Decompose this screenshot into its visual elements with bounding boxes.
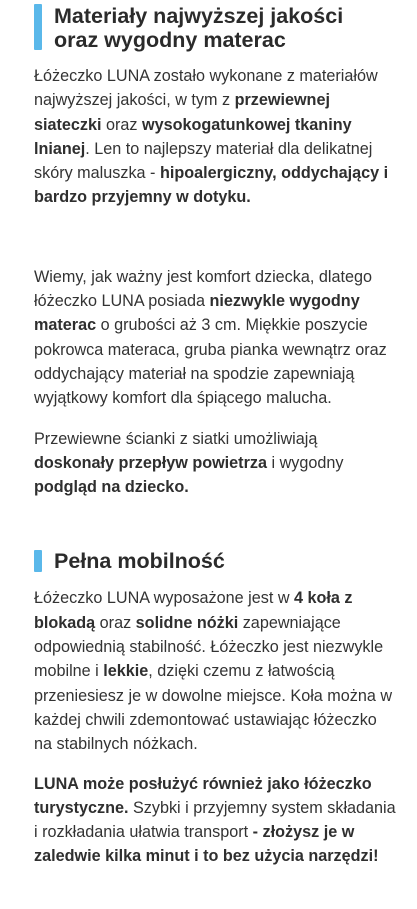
bold-text-run: - złożysz je w zaledwie kilka minut i to bez użycia narzędzi! (34, 823, 379, 866)
heading-accent-bar (34, 4, 42, 50)
text-run: o grubości aż 3 cm. Miękkie poszycie pokrowca materaca, gruba pianka wewnątrz oraz oddychający materiał na spodzie zapewniają wyjątkowy komfort dla śpiącego malucha. (34, 316, 387, 408)
text-run: Szybki i przyjemny system składania i rozkładania ułatwia transport (34, 798, 396, 842)
bold-text-run: przewiewnej siateczki (34, 91, 330, 134)
section-heading-mobility (34, 549, 397, 573)
bold-text-run: doskonały przepływ powietrza (34, 453, 267, 472)
paragraph-mattress (34, 265, 397, 411)
text-run: oraz (95, 613, 136, 632)
heading-text (34, 4, 397, 52)
bold-text-run: podgląd na dziecko. (34, 478, 189, 497)
heading-line-1: Materiały najwyższej jakości (54, 4, 344, 28)
paragraph-wheels (34, 586, 397, 756)
text-run: , dzięki czemu z łatwością przeniesiesz je w dowolne miejsce. Koła można w każdej chwili zdemontować ustawiając łóżeczko na stabilnych nóżkach. (34, 662, 393, 754)
bold-text-run: wysokogatunkowej tkaniny lnianej (34, 115, 352, 158)
paragraph-mesh-walls (34, 427, 397, 500)
bold-text-run: lekkie (103, 662, 149, 681)
text-run: zapewniające odpowiednią stabilność. Łóżeczko jest niezwykle mobilne i (34, 613, 384, 681)
paragraph-materials (34, 64, 397, 210)
bold-text-run: 4 koła z blokadą (34, 589, 353, 632)
heading-accent-bar (34, 550, 42, 572)
text-run: Przewiewne ścianki z siatki umożliwiają (34, 429, 318, 448)
paragraph-travel (34, 772, 397, 869)
bold-text-run: hipoalergiczny, oddychający i bardzo przyjemny w dotyku. (34, 164, 389, 207)
text-run: . Len to najlepszy materiał dla delikatnej skóry maluszka - (34, 139, 373, 183)
bold-text-run: solidne nóżki (135, 613, 239, 632)
heading-text: Pełna mobilność (54, 549, 225, 574)
bold-text-run: niezwykle wygodny materac (34, 292, 360, 335)
text-run: oraz (101, 115, 142, 134)
text-run: Łóżeczko LUNA zostało wykonane z materiałów najwyższej jakości, w tym z (34, 67, 378, 110)
text-run: i wygodny (266, 453, 344, 472)
bold-text-run: LUNA może posłużyć również jako łóżeczko turystyczne. (34, 774, 372, 817)
text-run: Łóżeczko LUNA wyposażone jest w (34, 589, 295, 608)
section-heading-materials (34, 0, 397, 52)
heading-line-2: oraz wygodny materac (54, 28, 286, 52)
text-run: Wiemy, jak ważny jest komfort dziecka, dlatego łóżeczko LUNA posiada (34, 267, 372, 311)
